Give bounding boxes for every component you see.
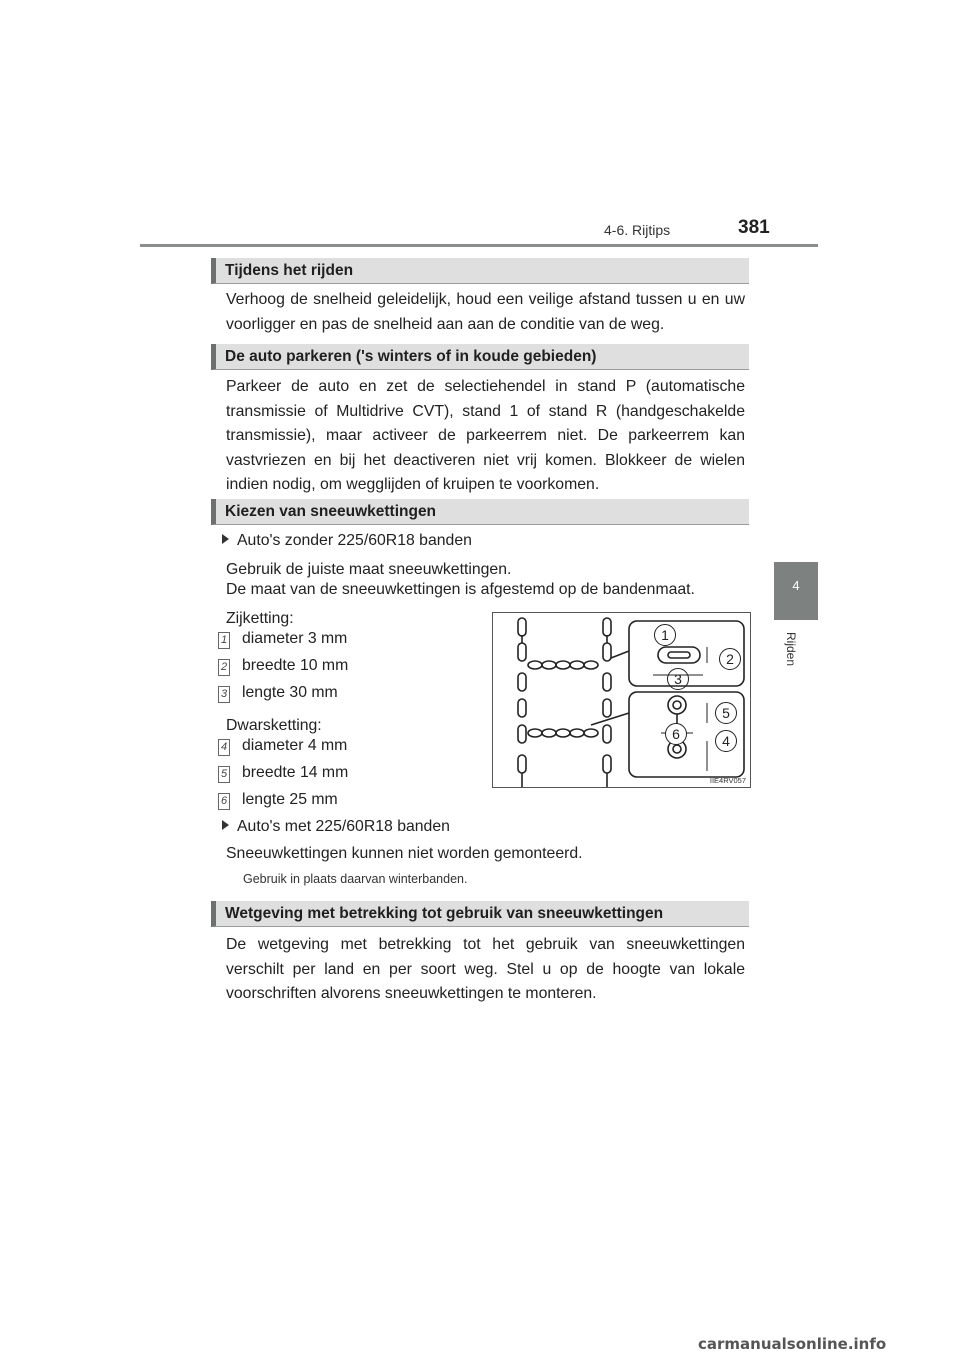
heading-chains-text: Kiezen van sneeuwkettingen bbox=[225, 503, 437, 520]
legislation-paragraph: De wetgeving met betrekking tot het gebruik van sneeuwkettingen verschilt per land en per soort weg. Stel u op de hoogte van lokale voorschriften alvorens sneeuwkettingen te monteren. bbox=[226, 936, 745, 1002]
snow-chain-figure bbox=[492, 612, 751, 788]
spec-text-5: breedte 14 mm bbox=[242, 764, 349, 781]
bullet-without-tyres-text: Auto's zonder 225/60R18 banden bbox=[237, 532, 472, 549]
chapter-tab-number: 4 bbox=[792, 578, 800, 593]
chains-note: Gebruik in plaats daarvan winterbanden. bbox=[243, 872, 468, 886]
heading-chains bbox=[211, 499, 749, 525]
spec-number-5: 5 bbox=[218, 766, 230, 783]
spec-number-4: 4 bbox=[218, 739, 230, 756]
figure-label-4: 4 bbox=[715, 730, 737, 752]
side-chain-right bbox=[603, 618, 611, 787]
spec-text-1: diameter 3 mm bbox=[242, 630, 348, 647]
side-chain-left bbox=[518, 618, 526, 787]
triangle-bullet-icon bbox=[222, 534, 229, 544]
spec-number-3: 3 bbox=[218, 686, 230, 703]
parking-paragraph: Parkeer de auto en zet de selectiehendel in stand P (automatische transmissie of Multidrive CVT), stand 1 of stand R (handgeschakelde transmissie), maar activeer de parkeerrem niet. De parkeerrem kan vastvriezen en bij het deactiveren niet vrij komen. Blokkeer de wielen indien nodig, om wegglijden of kruipen te voorkomen. bbox=[226, 378, 745, 493]
spec-text-3: lengte 30 mm bbox=[242, 684, 338, 701]
spec-number-1: 1 bbox=[218, 632, 230, 649]
spec-text-4: diameter 4 mm bbox=[242, 737, 348, 754]
heading-driving bbox=[211, 258, 749, 284]
side-chain-label: Zijketting: bbox=[226, 610, 294, 627]
heading-parking bbox=[211, 344, 749, 370]
header-divider bbox=[140, 244, 818, 247]
figure-label-1: 1 bbox=[654, 624, 676, 646]
watermark: carmanualsonline.info bbox=[698, 1335, 887, 1353]
cross-chain-upper bbox=[528, 661, 598, 669]
page-number: 381 bbox=[738, 217, 770, 238]
bullet-without-tyres bbox=[222, 532, 472, 550]
snow-chain-diagram bbox=[493, 613, 750, 787]
chains-line-3: Sneeuwkettingen kunnen niet worden gemonteerd. bbox=[226, 845, 583, 862]
chains-line-2: De maat van de sneeuwkettingen is afgestemd op de bandenmaat. bbox=[226, 581, 695, 598]
figure-label-2: 2 bbox=[719, 648, 741, 670]
figure-code: IIE4RV057 bbox=[709, 776, 746, 785]
cross-chain-lower bbox=[528, 729, 598, 737]
cross-chain-label: Dwarsketting: bbox=[226, 717, 322, 734]
bullet-with-tyres bbox=[222, 818, 450, 836]
spec-text-2: breedte 10 mm bbox=[242, 657, 349, 674]
heading-driving-text: Tijdens het rijden bbox=[225, 262, 354, 279]
spec-number-6: 6 bbox=[218, 793, 230, 810]
figure-label-6: 6 bbox=[665, 723, 687, 745]
heading-legislation bbox=[211, 901, 749, 927]
heading-parking-text: De auto parkeren ('s winters of in koude gebieden) bbox=[225, 348, 597, 365]
figure-label-5: 5 bbox=[715, 702, 737, 724]
bullet-with-tyres-text: Auto's met 225/60R18 banden bbox=[237, 818, 450, 835]
chains-line-1: Gebruik de juiste maat sneeuwkettingen. bbox=[226, 561, 512, 578]
driving-paragraph: Verhoog de snelheid geleidelijk, houd een veilige afstand tussen u en uw voorligger en pas de snelheid aan aan de conditie van de weg. bbox=[226, 291, 745, 333]
chapter-tab-label: Rijden bbox=[784, 632, 798, 667]
heading-legislation-text: Wetgeving met betrekking tot gebruik van sneeuwkettingen bbox=[225, 905, 664, 922]
spec-number-2: 2 bbox=[218, 659, 230, 676]
section-breadcrumb: 4-6. Rijtips bbox=[604, 222, 671, 238]
triangle-bullet-icon bbox=[222, 820, 229, 830]
spec-text-6: lengte 25 mm bbox=[242, 791, 338, 808]
figure-label-3: 3 bbox=[667, 668, 689, 690]
